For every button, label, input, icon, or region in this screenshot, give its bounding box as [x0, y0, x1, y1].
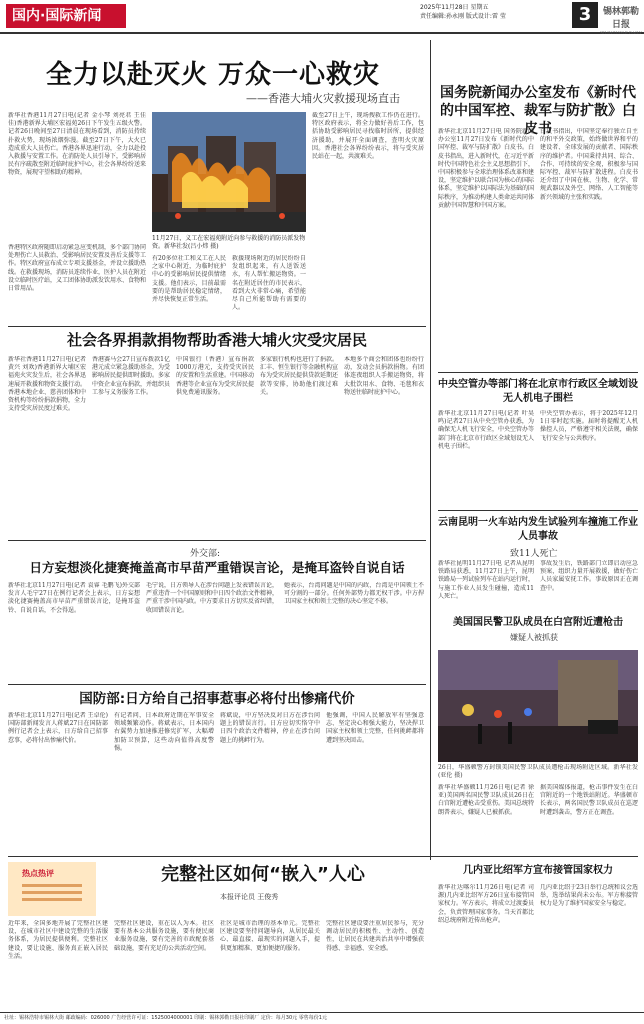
hot-topic-badge: [8, 862, 96, 916]
logo-text: 锡林郭勒日报: [602, 7, 639, 30]
lead-column-3: 救援现场附近的居民纷纷自发组织起来，有人送饭送水，有人帮忙搬运物资。一名在附近居住的市民表示，看到大火非常心痛，希望能尽自己所能帮助有需要的人。: [232, 255, 306, 312]
hot-topic-label: 热点热评: [22, 869, 54, 878]
lead-column-2: 有20多位社工和义工在人民之家中心附近，为临时庇护中心的受影响居民提供情绪支援。他们表示，目前最需要的是帮助居民稳定情绪，并尽快恢复正常生活。: [152, 255, 226, 304]
defense-column-1: 新华社北京11月27日电(记者 王卓伦)国防部新闻发言人蒋斌27日在国防部例行记者会上表示，日方给自己招事惹事，必将付出惨痛代价。: [8, 712, 108, 744]
defense-column-3: 蒋斌说，中方坚决反对日方在涉台问题上的错误言行。日方应切实恪守中日四个政治文件精神，停止在涉台问题上的挑衅行为。: [220, 712, 320, 744]
commentary-headline: 日方妄想淡化捷赛掩盖高市早苗严重错误言论，是掩耳盗铃自说自话: [29, 560, 405, 575]
shooting-photo: [438, 650, 638, 762]
kunming-headline: 云南昆明一火车站内发生试验列车撞施工作业人员事故: [438, 517, 638, 542]
section-title: 国内·国际新闻: [6, 4, 126, 28]
divider-aviation: [438, 372, 638, 373]
lead-column-4: 截至27日上午，现场搜救工作仍在进行。特区政府表示，将全力做好善后工作，包括协助受影响居民寻找临时居所，提供经济援助，并展开全面调查，查明火灾原因。香港社会各界纷纷表示，将与受灾居民站在一起，共渡难关。: [312, 112, 424, 161]
commentary-column-3: 她表示，台湾问题是中国的内政，台湾是中国领土不可分割的一部分。任何外部势力都无权干涉。中方捍卫国家主权和领土完整的决心坚定不移。: [284, 582, 424, 606]
divider-bottom: [8, 856, 638, 857]
column-column-2: 完整社区建设，重在以人为本。社区要有基本公共服务设施，要有便民商业服务设施，要有完善的市政配套基础设施，要有充足的公共活动空间。: [114, 920, 214, 952]
fire-photo-caption: 11月27日，义工在宏福苑附近向参与救援的消防员派发物资。新华社发(吕小炜 摄): [152, 235, 306, 250]
lead-column-1b: 香港特区政府随即启动紧急应变机制，多个部门协同处理伤亡人员救治、受影响居民安置及善后支援等工作。特区政府宣布成立专项支援基金，并设立援助热线。在救援现场，消防员连续作业，医护人员在附近设立临时医疗站，义工团体协助派发饮用水、食物和日常用品。: [8, 244, 146, 293]
commentary-column-2: 毛宁说，日方领导人在涉台问题上发表错误言论，严重违背一个中国原则和中日四个政治文件精神，严重干涉中国内政。中方要求日方切实反省纠错，收回错误言论。: [146, 582, 278, 614]
divider-commentary: [8, 540, 426, 541]
column-byline: 本报评论员 王俊秀: [220, 893, 279, 901]
issue-date: 2025年11月28日 星期五: [420, 4, 489, 11]
kunming-kicker: 致11人死亡: [510, 549, 558, 559]
newspaper-logo: [600, 4, 642, 35]
aviation-column-1: 新华社北京11月27日电(记者 叶昊鸣)记者27日从中央空管办获悉，为确保无人机飞行安全，中央空管办等部门将在北京市行政区全域划设无人机电子围栏。: [438, 410, 534, 450]
fire-photo: [152, 112, 306, 232]
page-number: 3: [572, 2, 598, 28]
donate-column-5: 本地多个商会和团体也纷纷行动，发动会员捐款捐物。有团体连夜组织人手搬运物资，将大批饮用水、食物、毛毯和衣物送往临时庇护中心。: [344, 356, 424, 396]
donate-headline: 社会各界捐款捐物帮助香港大埔火灾受灾居民: [66, 331, 367, 349]
donate-column-1: 新华社香港11月27日电(记者 黄兴 刘欢)香港新界大埔区宏福苑火灾发生后，社会各界迅速展开救援和物资支援行动。香港本地企业、慈善团体和中资机构等纷纷捐款捐物，全力支持受灾居民度过难关。: [8, 356, 86, 413]
column-column-1: 近年来，全国多地开展了完整社区建设，在城市社区中建设完整的生活服务体系，为居民提供便利。完整社区建设，要让设施、服务真正嵌入居民生活。: [8, 920, 108, 960]
aviation-headline: 中央空管办等部门将在北京市行政区全域划设无人机电子围栏: [438, 379, 638, 404]
fire-photo-image: [152, 112, 306, 232]
lead-column-1: 新华社香港11月27日电(记者 金小琴 刘亮君 王佳佳)香港新界大埔区宏福苑26日下午发生五级火警。记者26日晚间至27日清晨在现场看到，消防员持续扑救火势，现场浓烟弥漫。截至27日下午，大火已造成重大人员伤亡。香港各界迅速行动，全力以赴投入救援与安置工作。在消防处人员引导下，受影响居民有序疏散至附近临时庇护中心，社会各界纷纷送来物资，展现守望相助的精神。: [8, 112, 146, 177]
guinea-headline: 几内亚比绍军方宣布接管国家权力: [463, 865, 613, 876]
page-header: [0, 0, 644, 34]
divider-lead: [8, 326, 426, 327]
column-column-3: 社区是城市治理的基本单元。完整社区建设要坚持问题导向，从居民最关心、最直接、最现实的问题入手，提供更加精准、更加便捷的服务。: [220, 920, 320, 952]
guinea-column-2: 几内亚比绍于23日举行总统和议会选举，选举结果尚未公布。军方称接管权力是为了维护国家安全与稳定。: [540, 884, 638, 908]
donate-column-2: 香港赛马会27日宣布拨款1亿港元成立紧急援助基金，为受影响居民提供即时援助。多家中资企业宣布捐款，并组织员工参与义务服务工作。: [92, 356, 170, 396]
us-photo-caption: 26日，华盛顿警方封锁美国民警卫队成员遭枪击现场附近区域。新华社发(亚伦 摄): [438, 764, 638, 780]
logo-subtext: XILINGUOLE DAILY: [600, 30, 642, 35]
page-footer: 社址：锡林浩特市锡林大街 邮政编码：026000 广告经营许可证：1525004000001 印刷：锡林郭勒日报社印刷厂 定价：每月30元 零售每份1元: [0, 1012, 644, 1024]
aviation-column-2: 中央空管办表示，将于2025年12月1日零时起实施。届时将提醒无人机操控人员，严格遵守相关法规，确保飞行安全与公共秩序。: [540, 410, 638, 442]
column-headline: 完整社区如何“嵌入”人心: [161, 864, 365, 885]
defense-column-2: 有记者问，日本政府近期在军事安全领域频繁动作。蒋斌表示，日本国内右翼势力加速推进修宪扩军，大幅增加防卫预算，这些动向值得高度警惕。: [114, 712, 214, 752]
kunming-column-1: 新华社昆明11月27日电 记者从昆明铁路局获悉，11月27日上午，昆明铁路局一列试验列车在站内运行时，与施工作业人员发生碰撞，造成11人死亡。: [438, 560, 534, 600]
issue-editors: 责任编辑:孙永刚 版式设计:雷 莹: [420, 13, 506, 20]
donate-column-4: 多家银行机构也进行了捐款。汇丰、恒生银行等金融机构宣布为受灾居民提供贷款延期还款等安排，协助他们渡过难关。: [260, 356, 338, 396]
defense-headline: 国防部:日方给自己招事惹事必将付出惨痛代价: [79, 691, 355, 707]
whitepaper-column-2: 白皮书指出，中国坚定奉行独立自主的和平外交政策，始终做世界和平的建设者、全球发展的贡献者、国际秩序的维护者。中国秉持共同、综合、合作、可持续的安全观，积极参与国际军控、裁军与防扩散进程。白皮书还介绍了中国在核、生物、化学、常规武器以及外空、网络、人工智能等新兴领域的主张和实践。: [540, 128, 638, 201]
commentary-kicker: 外交部:: [190, 549, 221, 559]
whitepaper-column-1: 新华社北京11月27日电 国务院新闻办公室11月27日发布《新时代的中国军控、裁军与防扩散》白皮书。白皮书指出，进入新时代，在习近平新时代中国特色社会主义思想指引下，中国积极参与全球治理体系改革和建设，坚定维护以联合国为核心的国际体系，坚定维护以国际法为基础的国际秩序，为推动构建人类命运共同体贡献中国智慧和中国方案。: [438, 128, 534, 209]
us-column-2: 据美国媒体报道，枪击事件发生在白宫附近的一个地铁站附近。华盛顿市长表示，两名国民警卫队成员在巡逻时遭到袭击，警方正在调查。: [540, 784, 638, 816]
defense-column-4: 他强调，中国人民解放军有坚强意志、坚定决心和强大能力，坚决捍卫国家主权和领土完整，任何挑衅都将遭到坚决回击。: [326, 712, 424, 744]
us-kicker: 嫌疑人被抓获: [510, 633, 558, 642]
lead-subhead: ——香港大埔火灾救援现场直击: [246, 92, 400, 105]
lead-headline: 全力以赴灭火 万众一心救灾: [45, 60, 381, 90]
kunming-column-2: 事故发生后，铁路部门立即启动应急预案，组织力量开展救援，做好伤亡人员家属安抚工作。事故原因正在调查中。: [540, 560, 638, 592]
divider-kunming: [438, 510, 638, 511]
column-column-4: 完整社区建设要注重居民参与，充分调动居民的积极性、主动性、创造性，让居民在共建共治共享中增强获得感、幸福感、安全感。: [326, 920, 424, 952]
issue-info: [420, 3, 570, 21]
hot-topic-decoration: [22, 884, 82, 905]
us-headline: 美国国民警卫队成员在白宫附近遭枪击: [438, 616, 638, 630]
commentary-column-1: 新华社北京11月27日电(记者 袁睿 毛鹏飞)外交部发言人毛宁27日在例行记者会上表示，日方妄想淡化捷赛掩盖高市早苗严重错误言论，是掩耳盗铃、自说自话，不会得逞。: [8, 582, 140, 614]
donate-column-3: 中国银行（香港）宣布捐款1000万港元，支持受灾居民的安置和生活重建。中国移动香港等企业宣布为受灾居民提供免费通讯服务。: [176, 356, 254, 396]
shooting-photo-image: [438, 650, 638, 762]
guinea-column-1: 新华社达喀尔11月26日电(记者 司源)几内亚比绍军方26日宣布接管国家权力。军方表示，将成立过渡委员会，负责管理国家事务。当天首都比绍总统府附近传出枪声。: [438, 884, 534, 924]
whitepaper-headline: 国务院新闻办公室发布《新时代的中国军控、裁军与防扩散》白皮书: [440, 85, 636, 137]
us-column-1: 新华社华盛顿11月26日电(记者 徐亚)美国两名国民警卫队成员26日在白宫附近遭枪击受重伤。美国总统特朗普表示，嫌疑人已被抓获。: [438, 784, 534, 816]
vertical-divider: [430, 40, 431, 860]
divider-defense: [8, 684, 426, 685]
